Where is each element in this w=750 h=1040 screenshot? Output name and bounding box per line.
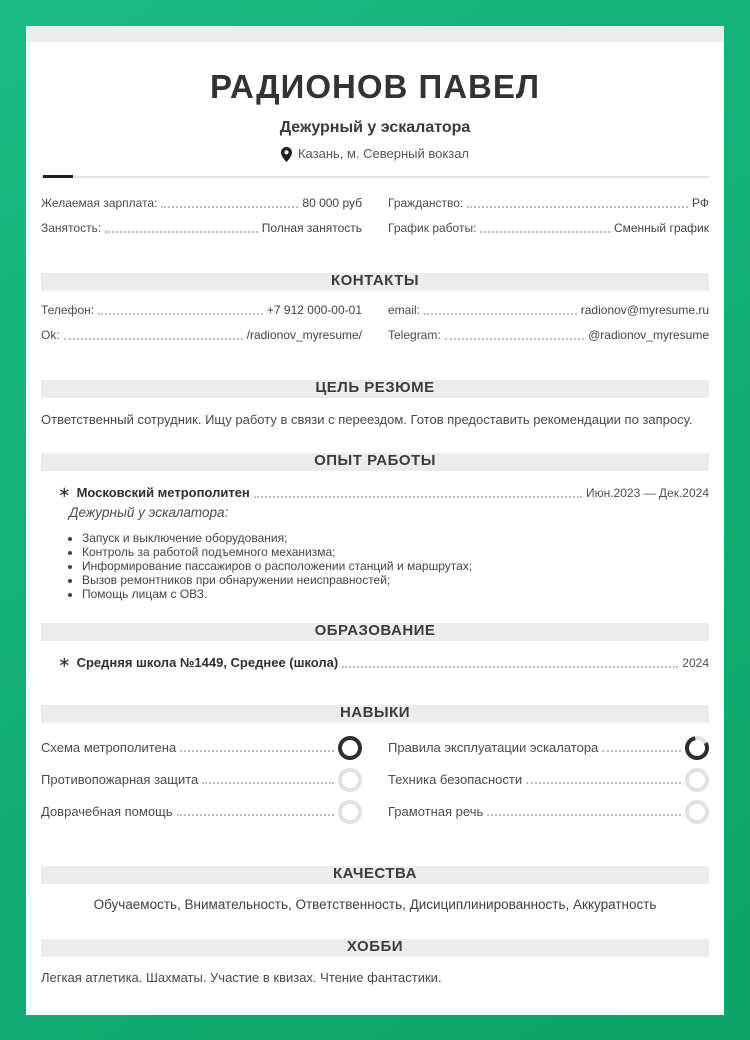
dotted-leader: [445, 338, 584, 340]
skill-label: Противопожарная защита: [41, 772, 199, 787]
skill-level-ring: [685, 768, 709, 792]
skill-label: Схема метрополитена: [41, 740, 177, 755]
section-title: ЦЕЛЬ РЕЗЮМЕ: [315, 379, 435, 396]
skill-level-ring: [685, 800, 709, 824]
dotted-leader: [424, 313, 577, 315]
location-row: [41, 146, 709, 162]
field-value: @radionov_myresume: [588, 328, 709, 342]
section-title: КОНТАКТЫ: [330, 272, 420, 289]
qualities-text: Обучаемость, Внимательность, Ответственность, Дисициплинированность, Аккуратность: [93, 897, 657, 912]
resume-content: [26, 68, 724, 986]
entry-marker: ∗: [58, 484, 71, 501]
dotted-leader: [487, 814, 681, 816]
section-title: КАЧЕСТВА: [333, 865, 417, 882]
skill-level-ring: [338, 736, 362, 760]
field-label: Телефон:: [41, 303, 95, 317]
skill-level-ring: [338, 800, 362, 824]
section-title: ОБРАЗОВАНИЕ: [314, 622, 436, 639]
experience-entry: [41, 484, 709, 502]
page-top-strip: [26, 26, 724, 42]
skill-label: Правила эксплуатации эскалатора: [388, 740, 599, 755]
dotted-leader: [98, 313, 263, 315]
section-title: ОПЫТ РАБОТЫ: [314, 452, 436, 469]
field-value: Сменный график: [613, 221, 709, 235]
field-label: Ok:: [41, 328, 60, 342]
field-label: email:: [388, 303, 421, 317]
duty-item: • Помощь лицам с ОВЗ.: [82, 587, 709, 601]
section-heading-objective: [41, 380, 709, 398]
field-employment: [41, 219, 362, 237]
section-title: ХОББИ: [346, 938, 404, 955]
dotted-leader: [105, 231, 258, 233]
skill-item: [388, 799, 709, 824]
dotted-leader: [202, 782, 334, 784]
dotted-leader: [467, 206, 688, 208]
location-text: Казань, м. Северный вокзал: [297, 146, 470, 161]
skill-item: [388, 735, 709, 760]
field-schedule: [388, 219, 709, 237]
entry-marker: ∗: [58, 654, 71, 671]
skill-label: Грамотная речь: [388, 804, 484, 819]
section-heading-education: [41, 623, 709, 641]
section-heading-qualities: [41, 866, 709, 884]
field-label: Гражданство:: [388, 196, 464, 210]
duty-item: • Запуск и выключение оборудования;: [82, 531, 709, 545]
skill-item: [41, 799, 362, 824]
dotted-leader: [254, 496, 582, 498]
duty-item: • Вызов ремонтников при обнаружении неисправностей;: [82, 573, 709, 587]
skill-label: Доврачебная помощь: [41, 804, 173, 819]
field-label: График работы:: [388, 221, 477, 235]
field-value: radionov@myresume.ru: [580, 303, 709, 317]
company-name: Московский метрополитен: [76, 485, 250, 500]
field-value: 80 000 руб: [302, 196, 362, 210]
resume-page: [26, 26, 724, 1015]
objective-text: Ответственный сотрудник. Ищу работу в связи с переездом. Готов предоставить рекомендации по запросу.: [41, 412, 693, 427]
field-value: РФ: [692, 196, 709, 210]
section-heading-hobbies: [41, 939, 709, 957]
education-entry: [41, 654, 709, 672]
duty-item: • Контроль за работой подъемного механизма;: [82, 545, 709, 559]
dotted-leader: [161, 206, 298, 208]
section-title: НАВЫКИ: [339, 704, 411, 721]
skill-level-ring: [338, 768, 362, 792]
duty-item: • Информирование пассажиров о расположении станций и маршрутах;: [82, 559, 709, 573]
dotted-leader: [177, 814, 334, 816]
dotted-leader: [526, 782, 681, 784]
education-year: 2024: [682, 656, 709, 670]
dotted-leader: [342, 666, 678, 668]
field-phone: [41, 301, 362, 319]
hobbies-text: Легкая атлетика. Шахматы. Участие в квизах. Чтение фантастики.: [41, 970, 442, 985]
field-value: /radionov_myresume/: [246, 328, 362, 342]
divider-accent: [43, 175, 73, 178]
contact-fields: [41, 301, 709, 344]
skill-label: Техника безопасности: [388, 772, 523, 787]
skill-item: [41, 767, 362, 792]
field-citizenship: [388, 194, 709, 212]
section-heading-skills: [41, 705, 709, 723]
person-name: РАДИОНОВ ПАВЕЛ: [209, 68, 541, 105]
section-heading-experience: [41, 453, 709, 471]
field-label: Желаемая зарплата:: [41, 196, 158, 210]
school-name: Средняя школа №1449, Среднее (школа): [76, 655, 339, 670]
header-divider: [41, 176, 709, 178]
field-label: Telegram:: [388, 328, 441, 342]
map-pin-icon: [281, 147, 292, 162]
job-title: Дежурный у эскалатора: [279, 119, 471, 136]
skill-item: [388, 767, 709, 792]
duties-list: [41, 531, 709, 601]
experience-period: Июн.2023 — Дек.2024: [585, 486, 709, 500]
dotted-leader: [180, 750, 334, 752]
experience-role: Дежурный у эскалатора:: [69, 505, 229, 520]
summary-fields: [41, 194, 709, 237]
field-telegram: [388, 326, 709, 344]
field-ok: [41, 326, 362, 344]
dotted-leader: [602, 750, 681, 752]
field-email: [388, 301, 709, 319]
field-label: Занятость:: [41, 221, 102, 235]
skill-item: [41, 735, 362, 760]
section-heading-contacts: [41, 273, 709, 291]
field-value: +7 912 000-00-01: [266, 303, 362, 317]
field-value: Полная занятость: [261, 221, 362, 235]
field-salary: [41, 194, 362, 212]
dotted-leader: [480, 231, 610, 233]
skill-level-ring: [685, 736, 709, 760]
skills-grid: [41, 735, 709, 824]
dotted-leader: [64, 338, 243, 340]
